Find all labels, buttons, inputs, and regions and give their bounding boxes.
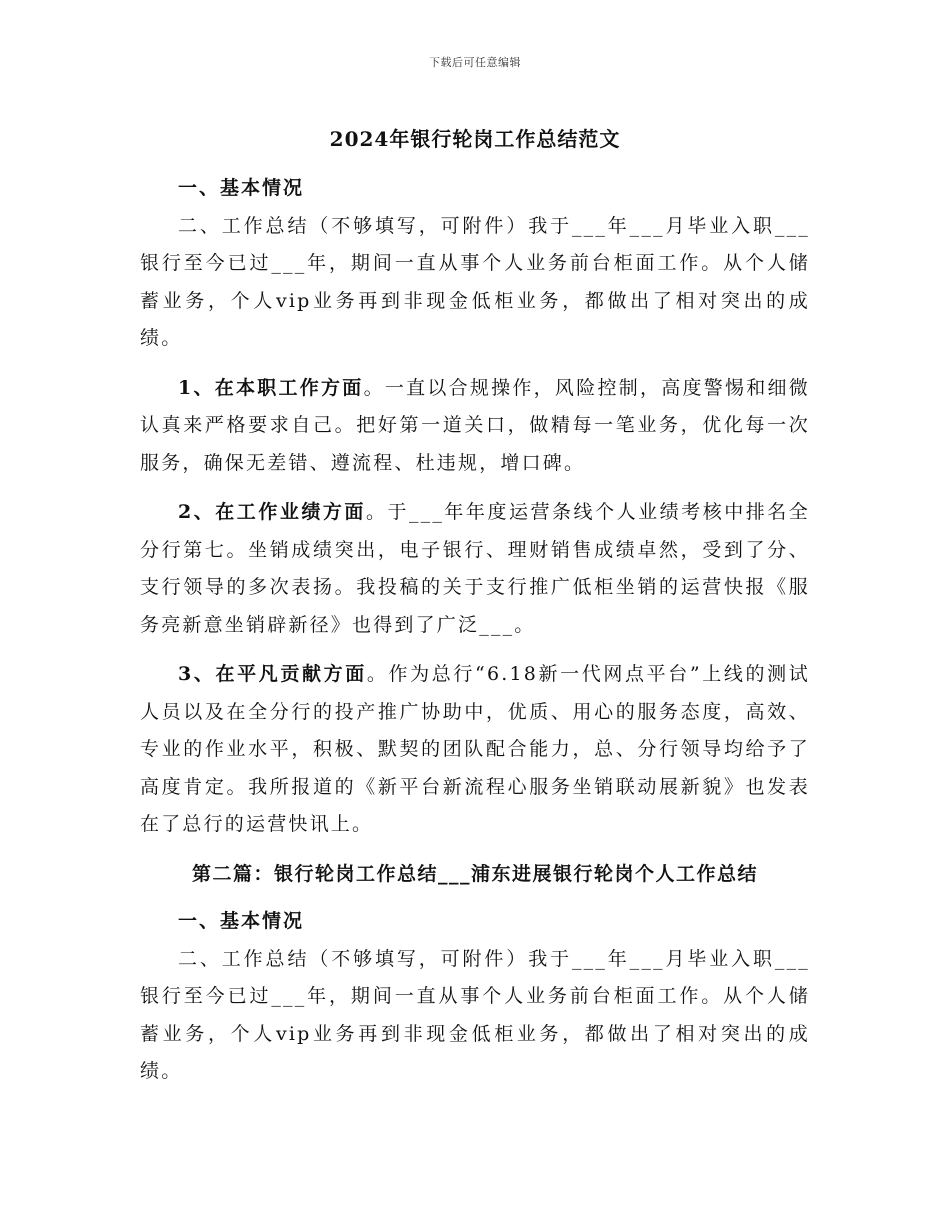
document-body bbox=[140, 124, 810, 1091]
section2-heading: 一、基本情况 bbox=[178, 910, 305, 932]
item2-paragraph bbox=[140, 494, 810, 644]
section1-heading: 一、基本情况 bbox=[178, 177, 305, 199]
item2-text: 。于___年年度运营条线个人业绩考核中排名全分行第七。坐销成绩突出，电子银行、理财销售成绩卓然，受到了分、支行领导的多次表扬。我投稿的关于支行推广低柜坐销的运营快报《服务亮新意坐销辟新径》也得到了广泛___。 bbox=[140, 501, 810, 636]
document-title: 2024年银行轮岗工作总结范文 bbox=[329, 127, 621, 151]
item1-paragraph bbox=[140, 370, 810, 483]
section2-summary: 二、工作总结（不够填写，可附件）我于___年___月毕业入职___银行至今已过___年，期间一直从事个人业务前台柜面工作。从个人储蓄业务，个人vip业务再到非现金低柜业务，都做出了相对突出的成绩。 bbox=[140, 947, 810, 1082]
item2-label: 2、在工作业绩方面 bbox=[178, 501, 366, 523]
item3-paragraph bbox=[140, 656, 810, 844]
section2-title: 第二篇：银行轮岗工作总结___浦东进展银行轮岗个人工作总结 bbox=[191, 862, 758, 885]
section1-summary: 二、工作总结（不够填写，可附件）我于___年___月毕业入职___银行至今已过___年，期间一直从事个人业务前台柜面工作。从个人储蓄业务，个人vip业务再到非现金低柜业务，都做出了相对突出的成绩。 bbox=[140, 214, 810, 349]
item3-label: 3、在平凡贡献方面 bbox=[178, 663, 367, 685]
item1-label: 1、在本职工作方面 bbox=[178, 376, 364, 399]
item1-text: 。一直以合规操作，风险控制，高度警惕和细微认真来严格要求自己。把好第一道关口，做精每一笔业务，优化每一次服务，确保无差错、遵流程、杜违规，增口碑。 bbox=[140, 376, 810, 474]
header-note: 下载后可任意编辑 bbox=[429, 56, 521, 69]
item3-text: 。作为总行“6.18新一代网点平台”上线的测试人员以及在全分行的投产推广协助中，优质、用心的服务态度，高效、专业的作业水平，积极、默契的团队配合能力，总、分行领导均给予了高度肯定。我所报道的《新平台新流程心服务坐销联动展新貌》也发表在了总行的运营快讯上。 bbox=[140, 663, 810, 835]
